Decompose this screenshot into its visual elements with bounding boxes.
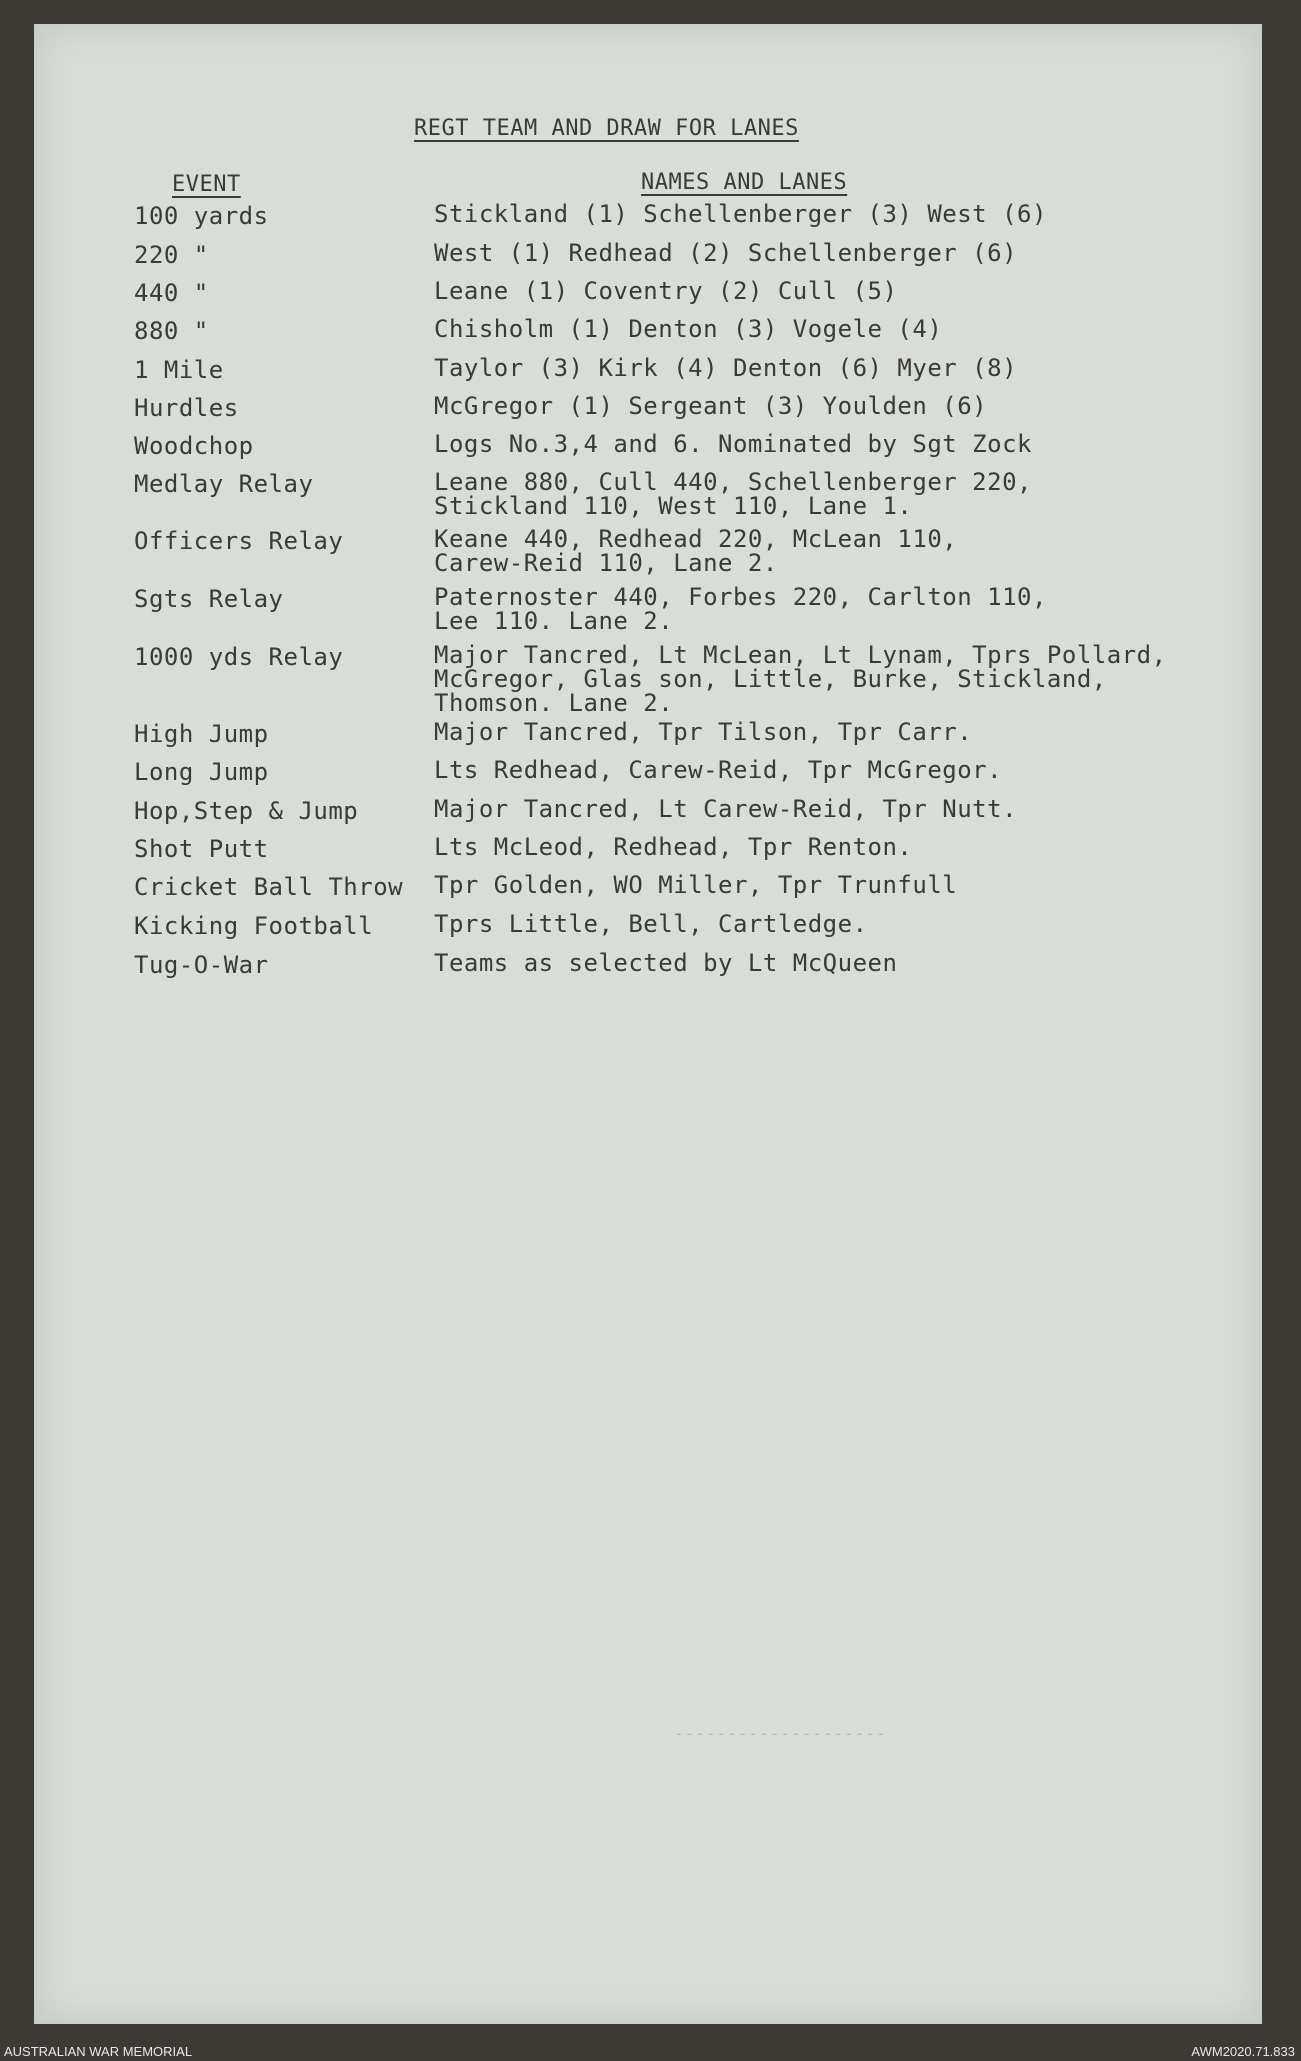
names-and-lanes	[434, 720, 972, 744]
names-line: Logs No.3,4 and 6. Nominated by Sgt Zock	[434, 430, 1032, 458]
names-and-lanes	[434, 951, 897, 975]
names-line: Teams as selected by Lt McQueen	[434, 949, 898, 977]
names-line: Major Tancred, Lt Carew-Reid, Tpr Nutt.	[434, 795, 1018, 823]
event-label: 100 yards	[134, 202, 269, 230]
names-and-lanes	[434, 241, 1017, 265]
event-label: Officers Relay	[134, 527, 344, 555]
names-line: Carew-Reid 110, Lane 2.	[434, 549, 778, 577]
names-line: Leane 880, Cull 440, Schellenberger 220,	[434, 468, 1032, 496]
names-and-lanes	[434, 356, 1017, 380]
names-line: Paternoster 440, Forbes 220, Carlton 110,	[434, 583, 1047, 611]
event-label: 1 Mile	[134, 356, 224, 384]
names-and-lanes	[434, 279, 897, 303]
names-line: Thomson. Lane 2.	[434, 689, 674, 717]
names-line: McGregor, Glas son, Little, Burke, Stickland,	[434, 665, 1107, 693]
names-and-lanes	[434, 758, 1002, 782]
names-line: Chisholm (1) Denton (3) Vogele (4)	[434, 315, 943, 343]
names-line: Taylor (3) Kirk (4) Denton (6) Myer (8)	[434, 354, 1018, 382]
names-line: McGregor (1) Sergeant (3) Youlden (6)	[434, 392, 988, 420]
names-and-lanes	[434, 527, 957, 575]
event-column-header: EVENT	[172, 172, 241, 197]
document-sheet	[34, 24, 1262, 2024]
event-label: Sgts Relay	[134, 585, 284, 613]
archive-reference: AWM2020.71.833	[1191, 2044, 1295, 2059]
names-line: Leane (1) Coventry (2) Cull (5)	[434, 277, 898, 305]
names-and-lanes	[434, 202, 1047, 226]
names-and-lanes	[434, 797, 1017, 821]
names-line: Stickland (1) Schellenberger (3) West (6)	[434, 200, 1047, 228]
names-line: Lts Redhead, Carew-Reid, Tpr McGregor.	[434, 756, 1003, 784]
event-label: 880 "	[134, 317, 209, 345]
names-line: Tpr Golden, WO Miller, Tpr Trunfull	[434, 871, 958, 899]
names-and-lanes	[434, 394, 987, 418]
names-line: Lts McLeod, Redhead, Tpr Renton.	[434, 833, 913, 861]
names-and-lanes	[434, 317, 942, 341]
names-and-lanes	[434, 912, 868, 936]
names-line: Keane 440, Redhead 220, McLean 110,	[434, 525, 958, 553]
names-line: Major Tancred, Tpr Tilson, Tpr Carr.	[434, 718, 973, 746]
faint-marks: --------------------	[674, 1724, 887, 1743]
event-label: Hop,Step & Jump	[134, 797, 359, 825]
names-and-lanes	[434, 470, 1032, 518]
event-label: Shot Putt	[134, 835, 269, 863]
names-line: Major Tancred, Lt McLean, Lt Lynam, Tprs Pollard,	[434, 641, 1167, 669]
names-and-lanes	[434, 873, 957, 897]
names-line: Tprs Little, Bell, Cartledge.	[434, 910, 868, 938]
event-label: Tug-O-War	[134, 951, 269, 979]
names-line: Lee 110. Lane 2.	[434, 607, 674, 635]
event-label: Woodchop	[134, 432, 254, 460]
names-line: West (1) Redhead (2) Schellenberger (6)	[434, 239, 1018, 267]
names-and-lanes	[434, 643, 1167, 715]
names-column-header: NAMES AND LANES	[641, 170, 848, 195]
archive-credit: AUSTRALIAN WAR MEMORIAL	[4, 2044, 193, 2059]
event-label: Medlay Relay	[134, 470, 314, 498]
event-label: Long Jump	[134, 758, 269, 786]
names-and-lanes	[434, 432, 1032, 456]
names-and-lanes	[434, 585, 1047, 633]
event-label: Hurdles	[134, 394, 239, 422]
event-label: Kicking Football	[134, 912, 374, 940]
names-line: Stickland 110, West 110, Lane 1.	[434, 492, 913, 520]
event-label: High Jump	[134, 720, 269, 748]
event-label: 440 "	[134, 279, 209, 307]
event-label: 220 "	[134, 241, 209, 269]
names-and-lanes	[434, 835, 912, 859]
event-label: Cricket Ball Throw	[134, 873, 404, 901]
event-label: 1000 yds Relay	[134, 643, 344, 671]
document-title: REGT TEAM AND DRAW FOR LANES	[414, 116, 799, 141]
